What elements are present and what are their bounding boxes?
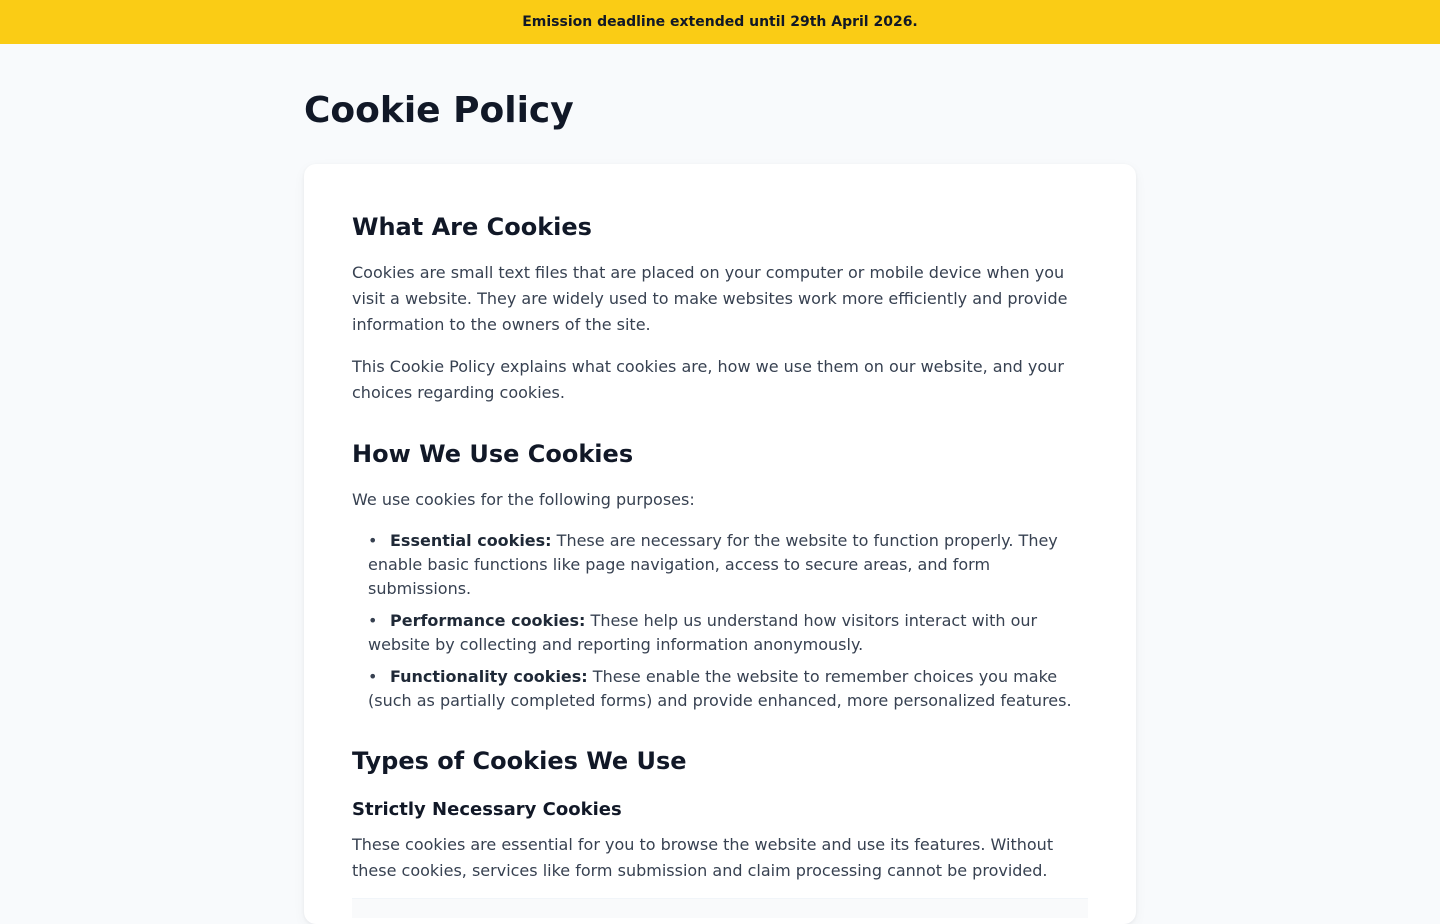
policy-content-card bbox=[304, 164, 1136, 924]
announcement-text: Emission deadline extended until 29th April 2026. bbox=[522, 14, 918, 30]
list-item-text: These enable the website to remember choices you make (such as partially completed forms) and provide enhanced, more personalized features. bbox=[368, 667, 1072, 710]
list-item-performance-cookies bbox=[368, 609, 1088, 657]
list-item-essential-cookies bbox=[368, 529, 1088, 601]
bullet-marker: • bbox=[368, 667, 378, 686]
subheading-strictly-necessary-cookies: Strictly Necessary Cookies bbox=[352, 799, 622, 820]
cookie-table-top-edge bbox=[352, 898, 1088, 918]
strictly-necessary-cookies-paragraph: These cookies are essential for you to browse the website and use its features. Without these cookies, services like form submission and claim processing cannot be provided. bbox=[352, 835, 1054, 880]
section-heading-what-are-cookies: What Are Cookies bbox=[352, 213, 592, 241]
list-item-label: Essential cookies: bbox=[390, 531, 552, 550]
list-item-text: These are necessary for the website to function properly. They enable basic functions like page navigation, access to secure areas, and form submissions. bbox=[368, 531, 1058, 598]
list-item-functionality-cookies bbox=[368, 665, 1088, 713]
list-item-label: Functionality cookies: bbox=[390, 667, 588, 686]
bullet-marker: • bbox=[368, 531, 378, 550]
cookie-purpose-list bbox=[352, 529, 1088, 713]
what-are-cookies-paragraph-1: Cookies are small text files that are placed on your computer or mobile device when you visit a website. They are widely used to make websites work more efficiently and provide information to the owners of the site. bbox=[352, 263, 1068, 334]
list-item-label: Performance cookies: bbox=[390, 611, 586, 630]
what-are-cookies-paragraph-2: This Cookie Policy explains what cookies are, how we use them on our website, and your choices regarding cookies. bbox=[352, 357, 1064, 402]
announcement-banner bbox=[0, 0, 1440, 44]
list-item-text: These help us understand how visitors interact with our website by collecting and reporting information anonymously. bbox=[368, 611, 1038, 654]
bullet-marker: • bbox=[368, 611, 378, 630]
section-heading-types-of-cookies: Types of Cookies We Use bbox=[352, 747, 687, 775]
section-heading-how-we-use-cookies: How We Use Cookies bbox=[352, 440, 634, 468]
how-we-use-cookies-intro: We use cookies for the following purposes: bbox=[352, 490, 695, 509]
page-title: Cookie Policy bbox=[304, 90, 574, 131]
